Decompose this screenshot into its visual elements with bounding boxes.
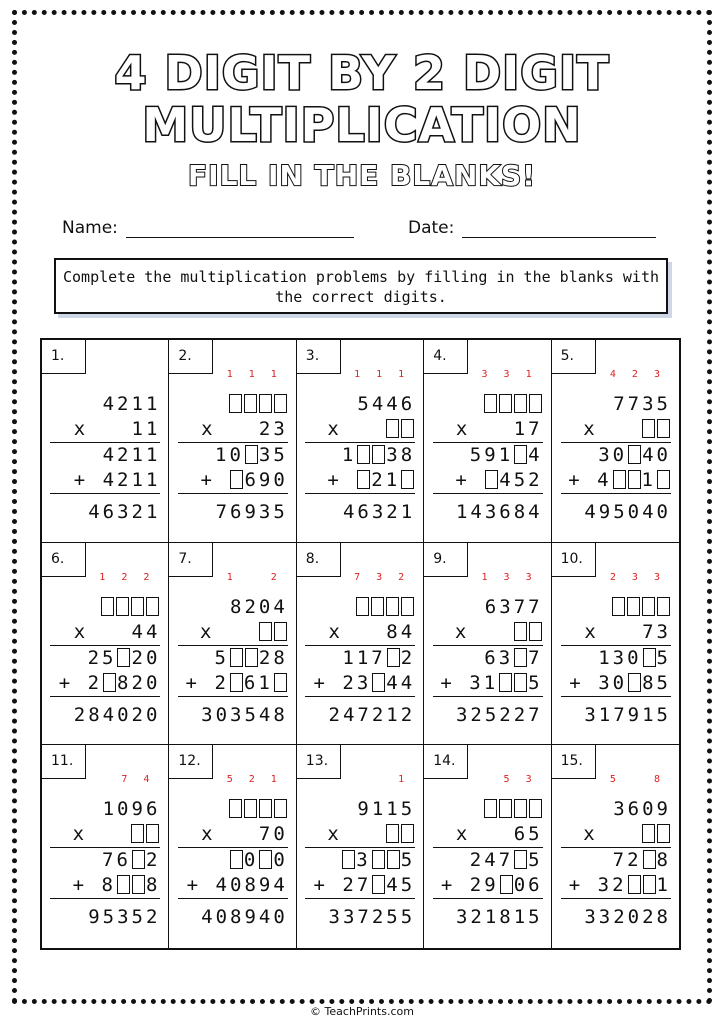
problem-number: 12.	[169, 745, 213, 779]
instructions-box: Complete the multiplication problems by filling in the blanks with the correct digits.	[54, 258, 668, 314]
problem-number: 5.	[552, 340, 596, 374]
result: 284020	[73, 703, 161, 726]
multiplicand: 3609	[613, 798, 671, 821]
problem	[433, 370, 543, 525]
blank-box[interactable]	[103, 673, 116, 692]
carry-digits: 3 3 1	[481, 369, 537, 380]
problem	[305, 370, 415, 525]
problem	[178, 573, 288, 728]
partial-product-1: 4211	[102, 444, 161, 466]
blank-box[interactable]	[259, 394, 272, 413]
problem-cell	[424, 745, 551, 948]
problem-number: 4.	[424, 340, 468, 374]
carry-digits: 1 2	[226, 571, 282, 583]
partial-product-1: 591 4	[469, 444, 543, 466]
multiplier: x 84	[305, 620, 415, 646]
result: 143684	[455, 501, 543, 523]
blank-box[interactable]	[514, 799, 527, 818]
partial-product-2: + 4211	[50, 468, 160, 494]
blank-box[interactable]	[514, 622, 527, 641]
blank-box[interactable]	[230, 470, 243, 489]
blank-box[interactable]	[230, 673, 243, 692]
blank-box[interactable]	[230, 850, 243, 869]
partial-product-2: + 30 85	[561, 671, 671, 697]
title-line-2: MULTIPLICATION	[142, 98, 582, 152]
result: 325227	[455, 703, 543, 726]
problem	[50, 370, 160, 525]
blank-box[interactable]	[514, 394, 527, 413]
blank-box[interactable]	[244, 394, 257, 413]
blank-box[interactable]	[357, 445, 370, 464]
partial-product-2: + 29 06	[433, 873, 543, 899]
multiplier: x 23	[178, 417, 288, 443]
carry-digits: 7 4	[121, 774, 155, 786]
blank-box[interactable]	[372, 850, 385, 869]
multiplicand[interactable]	[178, 797, 288, 822]
multiplicand: 1096	[102, 798, 161, 821]
carry-digits: 5 2 1	[226, 774, 282, 786]
footer: © TeachPrints.com	[310, 1005, 414, 1018]
blank-box[interactable]	[274, 673, 287, 692]
partial-product-2: + 32 1	[561, 873, 671, 899]
problem	[433, 775, 543, 930]
partial-product-2: + 2 820	[50, 671, 160, 697]
partial-product-1: 3 5	[305, 848, 415, 873]
name-label: Name:	[62, 218, 118, 238]
multiplier[interactable]: x	[305, 417, 415, 443]
problem-number: 7.	[169, 543, 213, 577]
problem	[561, 370, 671, 525]
problem-cell	[169, 543, 296, 746]
blank-box[interactable]	[628, 875, 641, 894]
multiplicand[interactable]	[178, 392, 288, 417]
blank-box[interactable]	[628, 673, 641, 692]
blank-box[interactable]	[259, 622, 272, 641]
result: 46321	[88, 501, 161, 523]
partial-product-2: + 40894	[178, 873, 288, 899]
blank-box[interactable]	[259, 850, 272, 869]
carry-digits: 7 3 2	[354, 571, 410, 583]
result: 332028	[584, 906, 671, 929]
partial-product-1: 117 2	[342, 646, 416, 669]
blank-box[interactable]	[371, 597, 384, 616]
multiplier: x 73	[561, 620, 671, 646]
problem-cell	[169, 340, 296, 543]
problem	[178, 775, 288, 930]
problem-cell	[552, 543, 679, 746]
problem-number: 2.	[169, 340, 213, 374]
multiplicand[interactable]	[50, 595, 160, 620]
carry-digits	[50, 370, 160, 392]
blank-box[interactable]	[612, 597, 625, 616]
partial-product-1: 1 38	[341, 444, 416, 466]
problem-cell	[42, 340, 169, 543]
partial-product-2: + 31 5	[433, 671, 543, 697]
blank-box[interactable]	[245, 648, 258, 667]
blank-box[interactable]	[131, 597, 144, 616]
blank-box[interactable]	[514, 673, 527, 692]
partial-product-2: + 2 61	[178, 671, 288, 697]
blank-box[interactable]	[245, 445, 258, 464]
partial-product-2: + 21	[305, 468, 415, 494]
blank-box[interactable]	[657, 824, 670, 843]
problem	[305, 775, 415, 930]
blank-box[interactable]	[386, 419, 399, 438]
blank-box[interactable]	[642, 597, 655, 616]
blank-box[interactable]	[529, 394, 542, 413]
blank-box[interactable]	[101, 597, 114, 616]
multiplicand[interactable]	[561, 595, 671, 620]
blank-box[interactable]	[356, 597, 369, 616]
multiplier: x 17	[433, 417, 543, 443]
result: 317915	[584, 703, 671, 726]
partial-product-2: + 452	[433, 468, 543, 494]
problem-cell	[297, 543, 424, 746]
partial-product-1: 247 5	[469, 849, 543, 872]
carry-digits: 1 3 3	[481, 571, 537, 583]
blank-box[interactable]	[484, 799, 497, 818]
problem-number: 11.	[42, 745, 86, 779]
multiplicand: 5446	[357, 393, 416, 415]
blank-box[interactable]	[117, 648, 130, 667]
multiplier[interactable]: x	[305, 822, 415, 848]
problem-number: 13.	[297, 745, 341, 779]
blank-box[interactable]	[628, 445, 641, 464]
multiplicand: 4211	[102, 393, 161, 415]
blank-box[interactable]	[657, 597, 670, 616]
blank-box[interactable]	[529, 799, 542, 818]
blank-box[interactable]	[357, 470, 370, 489]
carry-digits: 5 8	[609, 774, 665, 786]
problem	[50, 573, 160, 728]
problem	[50, 775, 160, 930]
problem-cell	[42, 543, 169, 746]
problem	[561, 573, 671, 728]
partial-product-1: 130 5	[598, 646, 671, 669]
problem-cell	[424, 543, 551, 746]
carry-digits: 1	[398, 774, 410, 786]
result: 95352	[88, 906, 161, 929]
blank-box[interactable]	[132, 875, 145, 894]
multiplier[interactable]: x	[561, 417, 671, 443]
problem-cell	[42, 745, 169, 948]
blank-box[interactable]	[387, 648, 400, 667]
blank-box[interactable]	[342, 850, 355, 869]
multiplicand: 7735	[613, 393, 671, 415]
blank-box[interactable]	[514, 850, 527, 869]
result: 495040	[584, 501, 671, 523]
problem-number: 3.	[297, 340, 341, 374]
partial-product-1: 25 20	[87, 646, 161, 669]
carry-digits: 2 3 3	[609, 571, 665, 583]
problem	[433, 573, 543, 728]
blank-box[interactable]	[117, 875, 130, 894]
carry-digits: 1 1 1	[354, 369, 410, 380]
blank-box[interactable]	[230, 648, 243, 667]
blank-box[interactable]	[116, 597, 129, 616]
blank-box[interactable]	[484, 394, 497, 413]
result: 76935	[215, 501, 288, 523]
blank-box[interactable]	[229, 394, 242, 413]
blank-box[interactable]	[657, 470, 670, 489]
blank-box[interactable]	[372, 445, 385, 464]
problem	[178, 370, 288, 525]
problem-number: 1.	[42, 340, 86, 374]
blank-box[interactable]	[387, 850, 400, 869]
blank-box[interactable]	[499, 799, 512, 818]
result: 321815	[455, 906, 543, 929]
blank-box[interactable]	[642, 419, 655, 438]
date-line[interactable]	[462, 219, 656, 238]
name-line[interactable]	[126, 219, 354, 238]
date-field	[408, 218, 656, 238]
multiplicand[interactable]	[305, 595, 415, 620]
carry-digits: 4 2 3	[609, 369, 665, 380]
result: 337255	[328, 906, 416, 929]
name-field	[62, 218, 354, 238]
blank-box[interactable]	[274, 622, 287, 641]
blank-box[interactable]	[643, 850, 656, 869]
multiplier[interactable]: x	[50, 822, 160, 848]
multiplier: x 11	[50, 417, 160, 443]
problem	[305, 573, 415, 728]
blank-box[interactable]	[485, 470, 498, 489]
blank-box[interactable]	[499, 673, 512, 692]
partial-product-1: 5 28	[214, 646, 288, 669]
blank-box[interactable]	[657, 419, 670, 438]
problem-cell	[169, 745, 296, 948]
blank-box[interactable]	[274, 799, 287, 818]
partial-product-1: 10 35	[214, 444, 288, 466]
title-line-1: 4 DIGIT BY 2 DIGIT	[114, 46, 610, 100]
blank-box[interactable]	[229, 799, 242, 818]
blank-box[interactable]	[146, 597, 159, 616]
blank-box[interactable]	[613, 470, 626, 489]
date-label: Date:	[408, 218, 455, 238]
multiplicand: 8204	[229, 595, 288, 618]
partial-product-1: 0 0	[178, 848, 288, 873]
blank-box[interactable]	[529, 622, 542, 641]
subtitle: FILL IN THE BLANKS!	[188, 159, 536, 192]
multiplicand[interactable]	[433, 392, 543, 417]
blank-box[interactable]	[131, 824, 144, 843]
blank-box[interactable]	[401, 824, 414, 843]
partial-product-1: 30 40	[598, 444, 671, 466]
problem-cell	[552, 340, 679, 543]
problem-cell	[297, 340, 424, 543]
result: 247212	[328, 703, 416, 726]
problem-number: 6.	[42, 543, 86, 577]
result: 303548	[201, 703, 288, 726]
blank-box[interactable]	[643, 648, 656, 667]
carry-digits: 1 1 1	[226, 369, 282, 380]
result: 408940	[201, 906, 288, 929]
blank-box[interactable]	[244, 799, 257, 818]
blank-box[interactable]	[401, 470, 414, 489]
multiplier[interactable]: x	[178, 620, 288, 646]
blank-box[interactable]	[259, 799, 272, 818]
blank-box[interactable]	[132, 850, 145, 869]
carry-digits: 5 3	[503, 774, 537, 786]
partial-product-1: 76 2	[102, 849, 161, 872]
problem-number: 10.	[552, 543, 596, 577]
partial-product-2: + 8 8	[50, 873, 160, 899]
blank-box[interactable]	[274, 394, 287, 413]
multiplicand[interactable]	[433, 797, 543, 822]
carry-digits: 1 2 2	[99, 571, 155, 583]
blank-box[interactable]	[627, 597, 640, 616]
blank-box[interactable]	[401, 597, 414, 616]
blank-box[interactable]	[643, 875, 656, 894]
multiplicand: 9115	[357, 798, 416, 821]
partial-product-2: + 27 45	[305, 873, 415, 899]
problem-grid	[40, 338, 681, 950]
blank-box[interactable]	[146, 824, 159, 843]
problem-cell	[552, 745, 679, 948]
partial-product-2: + 690	[178, 468, 288, 494]
blank-box[interactable]	[372, 673, 385, 692]
problem-number: 15.	[552, 745, 596, 779]
partial-product-1: 63 7	[484, 646, 543, 669]
blank-box[interactable]	[372, 875, 385, 894]
blank-box[interactable]	[386, 597, 399, 616]
blank-box[interactable]	[386, 824, 399, 843]
problem-cell	[424, 340, 551, 543]
problem-number: 9.	[424, 543, 468, 577]
problem-number: 8.	[297, 543, 341, 577]
result: 46321	[342, 501, 416, 523]
blank-box[interactable]	[401, 419, 414, 438]
multiplicand: 6377	[484, 595, 543, 618]
multiplier: x 65	[433, 822, 543, 848]
blank-box[interactable]	[499, 394, 512, 413]
multiplier[interactable]: x	[433, 620, 543, 646]
multiplier: x 44	[50, 620, 160, 646]
blank-box[interactable]	[514, 445, 527, 464]
problem	[561, 775, 671, 930]
blank-box[interactable]	[642, 824, 655, 843]
multiplier: x 70	[178, 822, 288, 848]
partial-product-2: + 4 1	[561, 468, 671, 494]
problem-cell	[297, 745, 424, 948]
multiplier[interactable]: x	[561, 822, 671, 848]
partial-product-1: 72 8	[612, 849, 671, 872]
problem-number: 14.	[424, 745, 468, 779]
blank-box[interactable]	[514, 648, 527, 667]
partial-product-2: + 23 44	[305, 671, 415, 697]
blank-box[interactable]	[628, 470, 641, 489]
blank-box[interactable]	[500, 875, 513, 894]
